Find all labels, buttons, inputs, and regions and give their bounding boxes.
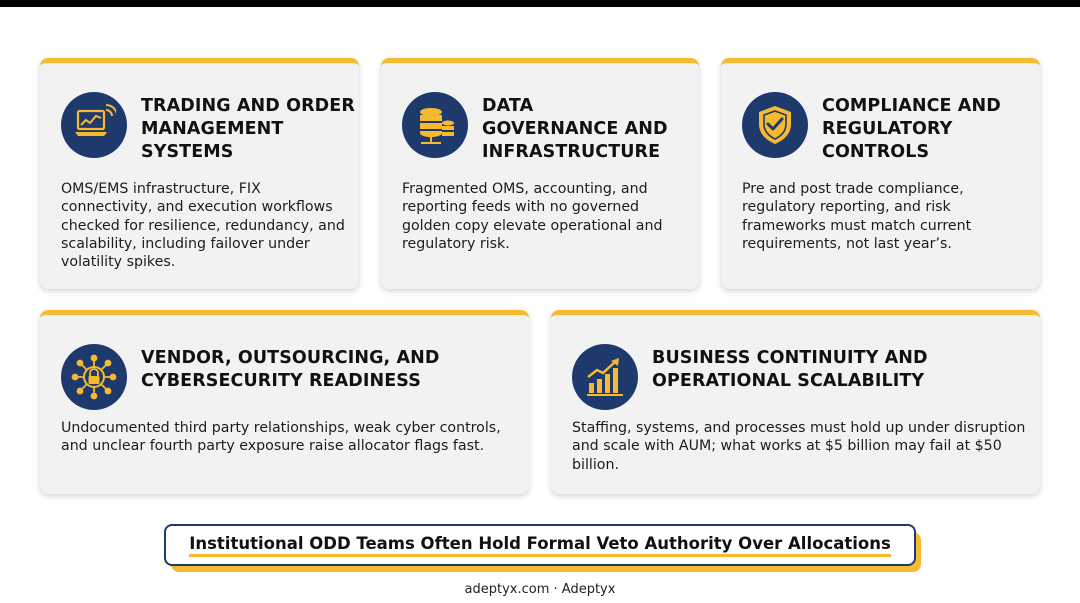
card-body: Pre and post trade compliance, regulatory reporting, and risk frameworks must match current requirements, not last year’s.	[742, 181, 972, 252]
banner-text: Institutional ODD Teams Often Hold Formal Veto Authority Over Allocations	[189, 534, 891, 557]
shield-check-icon	[742, 92, 808, 158]
card-body: OMS/EMS infrastructure, FIX connectivity, and execution workflows checked for resilience, redundancy, and scalability, including failover under volatility spikes.	[61, 181, 345, 271]
network-lock-icon	[61, 344, 127, 410]
card-title: TRADING AND ORDER MANAGEMENT SYSTEMS	[141, 96, 355, 162]
top-bar	[0, 0, 1080, 7]
growth-chart-icon	[572, 344, 638, 410]
card-trading-oms	[40, 58, 359, 289]
card-title: COMPLIANCE AND REGULATORY CONTROLS	[822, 96, 1001, 162]
card-compliance	[721, 58, 1040, 289]
card-body: Undocumented third party relationships, weak cyber controls, and unclear fourth party exposure raise allocator flags fast.	[61, 420, 501, 455]
card-body: Staffing, systems, and processes must hold up under disruption and scale with AUM; what works at $5 billion may fail at $50 billion.	[572, 420, 1026, 473]
card-title: DATA GOVERNANCE AND INFRASTRUCTURE	[482, 96, 668, 162]
card-business-continuity	[551, 310, 1040, 494]
card-title: VENDOR, OUTSOURCING, AND CYBERSECURITY READINESS	[141, 348, 440, 391]
card-body: Fragmented OMS, accounting, and reporting feeds with no governed golden copy elevate operational and regulatory risk.	[402, 181, 663, 252]
card-title: BUSINESS CONTINUITY AND OPERATIONAL SCALABILITY	[652, 348, 928, 391]
footer-credit: adeptyx.com · Adeptyx	[464, 582, 616, 597]
card-vendor-cyber	[40, 310, 529, 494]
card-data-governance	[381, 58, 699, 289]
database-icon	[402, 92, 468, 158]
laptop-chart-icon	[61, 92, 127, 158]
callout-banner	[164, 524, 916, 566]
